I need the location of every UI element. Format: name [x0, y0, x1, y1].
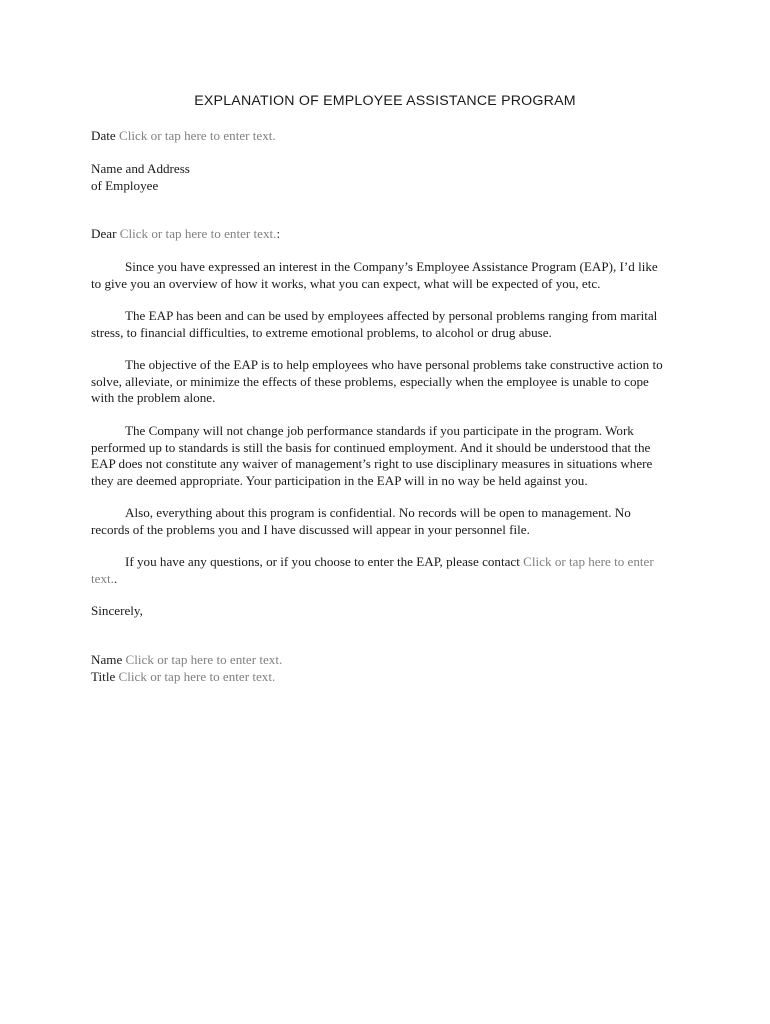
recipient-name-field[interactable]: Click or tap here to enter text. [119, 226, 277, 241]
closing-line: Sincerely, [91, 603, 143, 618]
document-title: EXPLANATION OF EMPLOYEE ASSISTANCE PROGRAM [194, 93, 576, 109]
contact-field[interactable]: Click or tap here to enter text. [91, 554, 654, 586]
dear-label: Dear [91, 226, 117, 241]
paragraph-intro: Since you have expressed an interest in the Company’s Employee Assistance Program (EAP), I’d like to give you an overview of how it works, what you can expect, what will be expected of you, etc. [91, 259, 658, 291]
signer-title-field[interactable]: Click or tap here to enter text. [118, 668, 276, 684]
employee-address-block [91, 161, 671, 194]
paragraph-objective: The objective of the EAP is to help employees who have personal problems take constructive action to solve, alleviate, or minimize the effects of these problems, especially when the employee is unable to cope with the problem alone. [91, 357, 663, 406]
paragraph-usage: The EAP has been and can be used by employees affected by personal problems ranging from marital stress, to financial difficulties, to extreme emotional problems, to alcohol or drug abuse. [91, 308, 658, 340]
paragraph-contact [91, 554, 671, 587]
signer-name-field[interactable]: Click or tap here to enter text. [125, 652, 283, 667]
salutation-line [91, 226, 671, 243]
signature-block [91, 652, 671, 685]
title-label: Title [91, 668, 116, 684]
contact-period: . [113, 570, 118, 586]
dear-colon: : [276, 226, 281, 241]
name-label: Name [91, 652, 123, 667]
date-field[interactable]: Click or tap here to enter text. [119, 128, 276, 143]
name-address-line: Name and Address [91, 161, 190, 176]
paragraph-confidential: Also, everything about this program is confidential. No records will be open to management. No records of the problems you and I have discussed will appear in your personnel file. [91, 505, 631, 537]
paragraph-standards: The Company will not change job performance standards if you participate in the program. Work performed up to standards is still the basis for continued employment. And it should be understood that the EAP does not constitute any waiver of management’s right to use disciplinary measures in situations where they are deemed appropriate. Your participation in the EAP will in no way be held against you. [91, 423, 653, 488]
of-employee-line: of Employee [91, 177, 159, 193]
contact-text: If you have any questions, or if you choose to enter the EAP, please contact [125, 554, 520, 569]
date-label: Date [91, 128, 116, 143]
date-line [91, 128, 671, 145]
